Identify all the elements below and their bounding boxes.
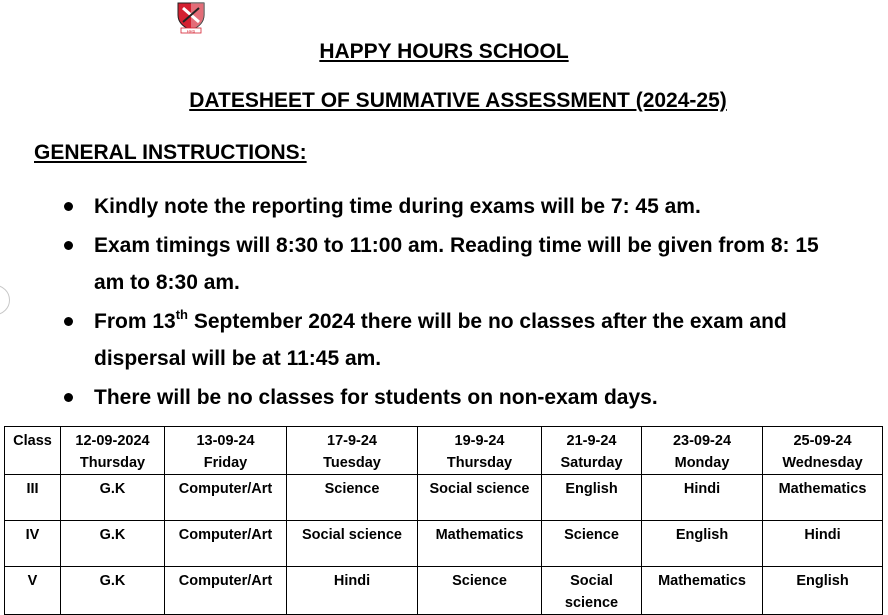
instruction-item: Exam timings will 8:30 to 11:00 am. Reading time will be given from 8: 15 am to 8:30 am. [58,227,858,301]
header-cell-date: 25-09-24 Wednesday [763,427,883,475]
class-cell: V [5,567,61,615]
subject-cell: English [642,521,763,567]
class-cell: IV [5,521,61,567]
header-cell-date: 19-9-24 Thursday [418,427,542,475]
datesheet-title: DATESHEET OF SUMMATIVE ASSESSMENT (2024-25) [189,89,727,112]
header-cell-date: 21-9-24 Saturday [542,427,642,475]
instruction-item: There will be no classes for students on non-exam days. [58,379,858,416]
subject-cell: Mathematics [642,567,763,615]
subject-cell: Hindi [287,567,418,615]
header-cell-date: 13-09-24 Friday [165,427,287,475]
subject-cell: Mathematics [763,475,883,521]
subject-cell: Science [542,521,642,567]
instructions-list [58,188,858,418]
subject-cell: Social science [287,521,418,567]
instructions-heading: GENERAL INSTRUCTIONS: [34,141,307,164]
header-cell-date: 12-09-2024 Thursday [61,427,165,475]
subject-cell: Hindi [763,521,883,567]
school-logo [173,0,209,34]
subject-cell: English [763,567,883,615]
table-header-row [5,427,883,475]
instruction-item: Kindly note the reporting time during exams will be 7: 45 am. [58,188,858,225]
subject-cell: G.K [61,567,165,615]
header-cell-date: 17-9-24 Tuesday [287,427,418,475]
school-name: HAPPY HOURS SCHOOL [319,40,569,63]
instruction-item: From 13th September 2024 there will be no classes after the exam and dispersal will be at 11:45 am. [58,303,858,377]
subject-cell: Science [418,567,542,615]
subject-cell: Computer/Art [165,475,287,521]
header-cell-date: 23-09-24 Monday [642,427,763,475]
subject-cell: English [542,475,642,521]
subject-cell: Hindi [642,475,763,521]
class-cell: III [5,475,61,521]
table-row [5,521,883,567]
svg-text:HHS: HHS [186,28,196,34]
subject-cell: G.K [61,521,165,567]
header-cell-class: Class [5,427,61,475]
table-row [5,567,883,615]
subject-cell: Science [287,475,418,521]
table-row [5,475,883,521]
scroll-indicator [0,285,10,315]
subject-cell: G.K [61,475,165,521]
subject-cell: Mathematics [418,521,542,567]
datesheet-table [4,426,883,615]
subject-cell: Social science [542,567,642,615]
subject-cell: Computer/Art [165,521,287,567]
subject-cell: Computer/Art [165,567,287,615]
subject-cell: Social science [418,475,542,521]
